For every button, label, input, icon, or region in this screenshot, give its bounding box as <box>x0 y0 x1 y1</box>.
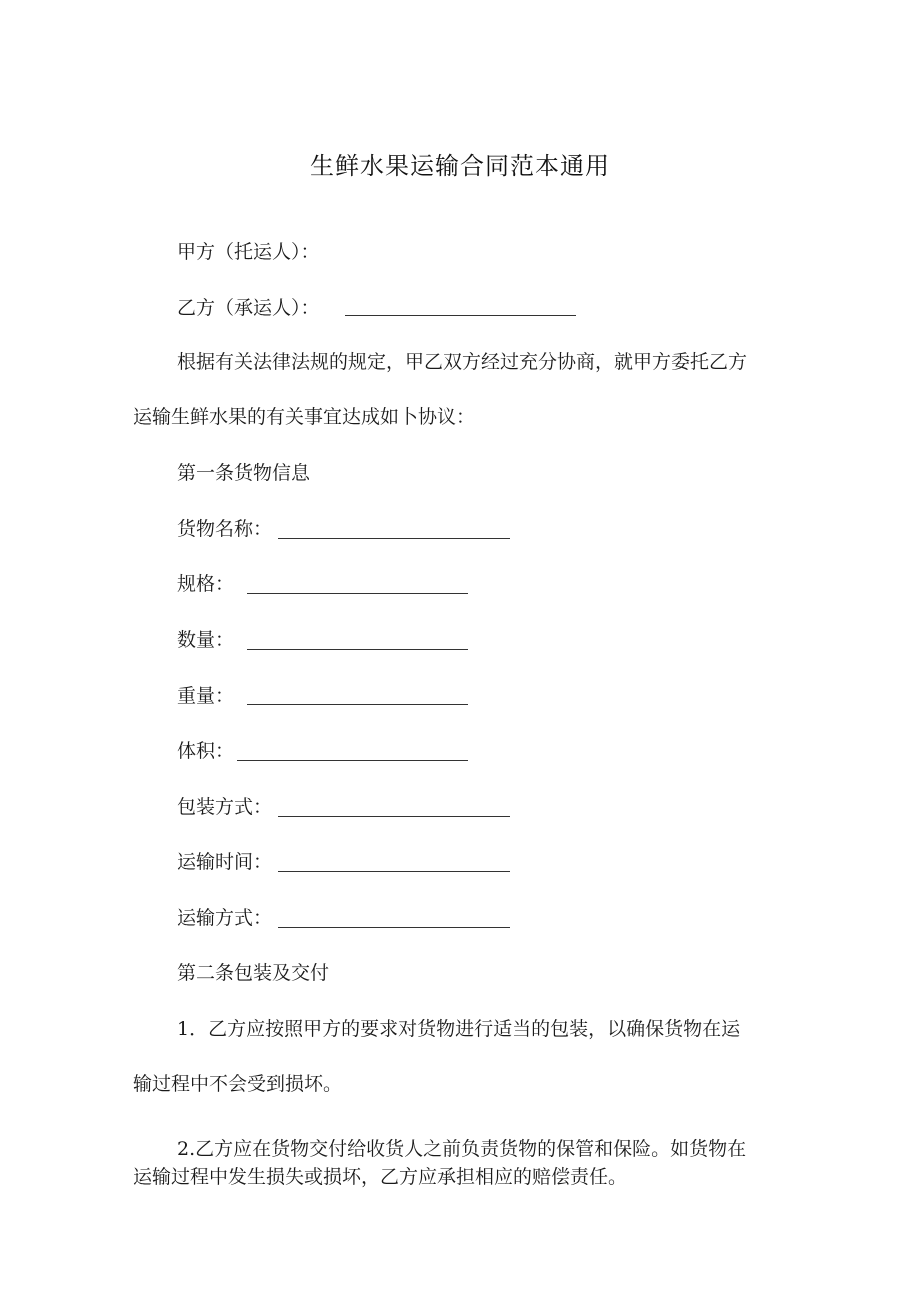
clause-2-line-1: 2.乙方应在货物交付给收货人之前负责货物的保管和保险。如货物在 <box>177 1138 747 1160</box>
volume-blank[interactable] <box>237 760 468 761</box>
volume-label: 体积： <box>177 740 235 762</box>
clause-1-line-1: 1．乙方应按照甲方的要求对货物进行适当的包装，以确保货物在运 <box>177 1018 741 1040</box>
quantity-label: 数量： <box>177 629 235 651</box>
party-a-label: 甲方（托运人）： <box>177 241 320 263</box>
party-b-label: 乙方（承运人）： <box>177 297 320 319</box>
packaging-label: 包装方式： <box>177 796 273 818</box>
goods-name-label: 货物名称： <box>177 518 273 540</box>
transport-time-label: 运输时间： <box>177 851 273 873</box>
spec-blank[interactable] <box>247 593 468 594</box>
packaging-blank[interactable] <box>278 816 510 817</box>
transport-time-blank[interactable] <box>278 871 510 872</box>
article-2-heading: 第二条包装及交付 <box>177 962 330 984</box>
spec-label: 规格： <box>177 573 235 595</box>
weight-blank[interactable] <box>247 704 468 705</box>
intro-line-1: 根据有关法律法规的规定，甲乙双方经过充分协商，就甲方委托乙方 <box>177 351 748 373</box>
article-1-heading: 第一条货物信息 <box>177 462 311 484</box>
party-b-blank[interactable] <box>345 315 576 316</box>
goods-name-blank[interactable] <box>278 538 510 539</box>
document-title: 生鲜水果运输合同范本通用 <box>310 152 610 180</box>
transport-method-blank[interactable] <box>278 927 510 928</box>
clause-1-line-2: 输过程中不会受到损坏。 <box>133 1073 343 1095</box>
intro-line-2: 运输生鲜水果的有关事宜达成如卜协议： <box>133 406 476 428</box>
weight-label: 重量： <box>177 685 235 707</box>
quantity-blank[interactable] <box>247 649 468 650</box>
transport-method-label: 运输方式： <box>177 907 273 929</box>
clause-2-line-2: 运输过程中发生损失或损坏，乙方应承担相应的赔偿责任。 <box>133 1166 628 1188</box>
